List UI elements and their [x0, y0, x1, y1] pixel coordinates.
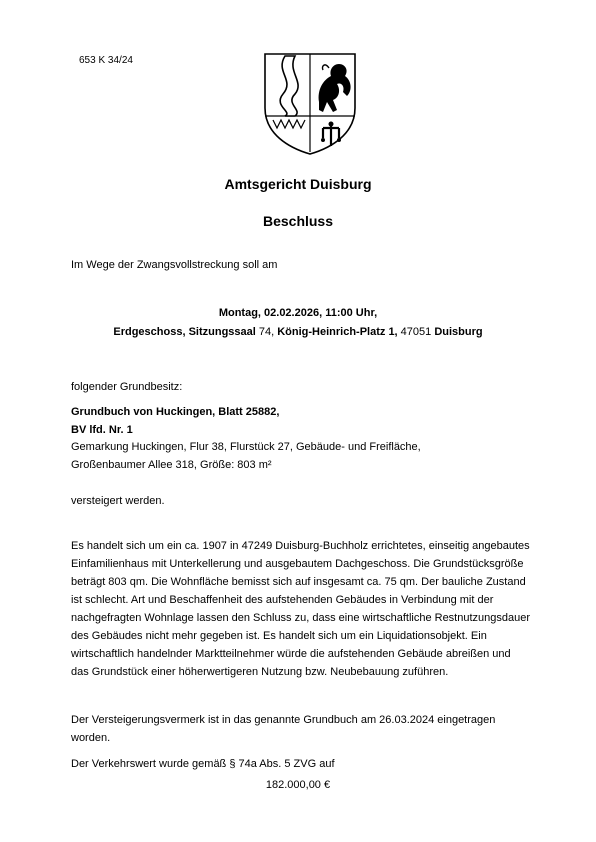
auction-location: [0, 326, 596, 338]
document-title: Beschluss: [262, 213, 334, 229]
location-city: Duisburg: [434, 326, 483, 338]
parcel-details: Gemarkung Huckingen, Flur 38, Flurstück 27, Gebäude- und Freifläche,: [71, 441, 421, 453]
auction-date: Montag, 02.02.2026, 11:00 Uhr,: [218, 307, 378, 319]
market-value: 182.000,00 €: [265, 779, 331, 791]
property-label: folgender Grundbesitz:: [71, 381, 183, 393]
case-number: 653 K 34/24: [79, 55, 133, 66]
nrw-coat-of-arms-icon: [259, 46, 361, 156]
register-note: Der Versteigerungsvermerk ist in das genannte Grundbuch am 26.03.2024 eingetragen worden.: [71, 714, 496, 744]
location-part: Erdgeschoss, Sitzungssaal: [113, 326, 256, 338]
market-value-label: Der Verkehrswert wurde gemäß § 74a Abs. 5 ZVG auf: [71, 758, 335, 770]
location-room: 74,: [255, 326, 278, 338]
inventory-number: BV lfd. Nr. 1: [71, 424, 133, 436]
property-address: Großenbaumer Allee 318, Größe: 803 m²: [71, 459, 272, 471]
property-description: Es handelt sich um ein ca. 1907 in 47249 Duisburg-Buchholz errichtetes, einseitig angebautes Einfamilienhaus mit Unterkellerung und ausgebautem Dachgeschoss. Die Grundstücksgröße beträgt 803 qm. Die Wohnfläche bemisst sich auf insgesamt ca. 75 qm. Der bauliche Zustand ist schlecht. Art und Beschaffenheit des aufstehenden Gebäudes in Verbindung mit der nachgefragten Wohnlage lassen den Schluss zu, dass eine wirtschaftliche Restnutzungsdauer des Gebäudes nicht mehr gegeben ist. Es handelt sich um ein Liquidationsobjekt. Ein wirtschaftlich handelnder Marktteilnehmer würde die aufstehenden Gebäude abreißen und das Grundstück einer höherwertigeren Nutzung bzw. Neubebauung zuführen.: [71, 540, 531, 678]
location-street: König-Heinrich-Platz 1,: [277, 326, 398, 338]
land-register: Grundbuch von Huckingen, Blatt 25882,: [71, 406, 280, 418]
auction-note: versteigert werden.: [71, 495, 165, 507]
location-zip: 47051: [397, 326, 435, 338]
court-name: Amtsgericht Duisburg: [224, 176, 372, 192]
intro-text: Im Wege der Zwangsvollstreckung soll am: [71, 259, 278, 271]
